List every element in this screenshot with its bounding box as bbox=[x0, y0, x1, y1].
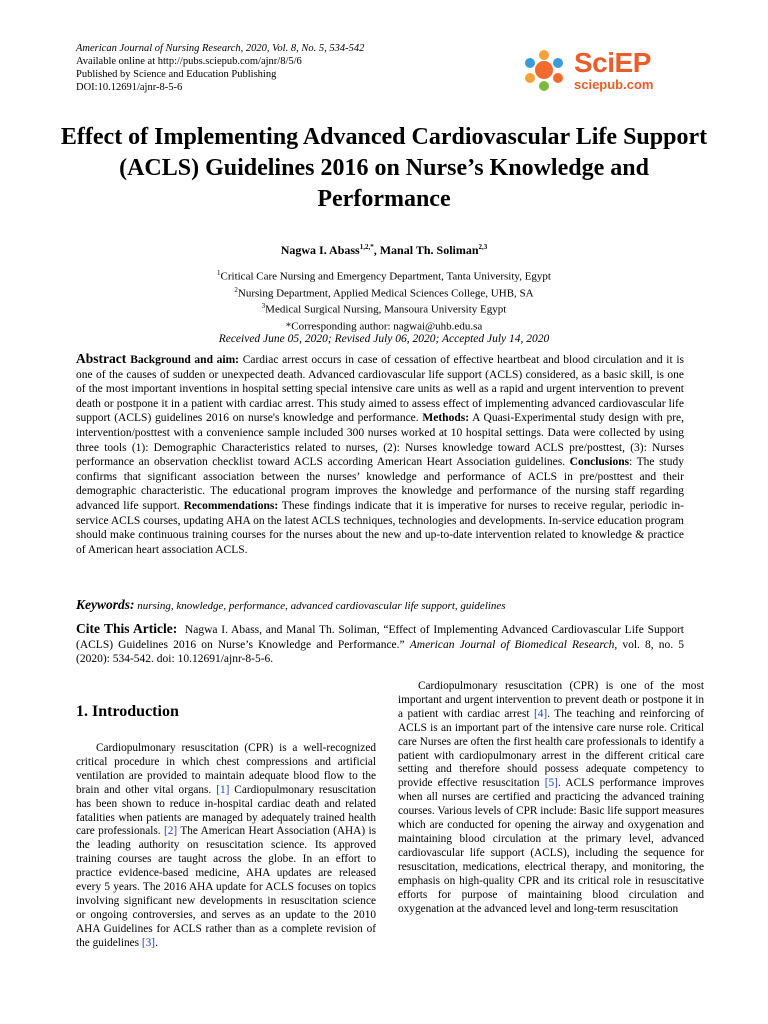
conclusions-text: : The study confirms that significant association between the nurses’ knowledge and performance of ACLS in pre/posttest and their demographic characteristic. The educational program improves the knowledge and performance of the nursing staff regarding advanced life support. bbox=[76, 456, 684, 512]
affiliation-3 bbox=[60, 300, 708, 317]
citation-link-2[interactable]: [2] bbox=[163, 825, 178, 838]
paragraph-text: Cardiopulmonary resuscitation (CPR) is one of the most important and urgent intervention to prevent death or postpone it in a patient with cardiac arrest bbox=[398, 680, 704, 720]
abstract bbox=[76, 352, 684, 557]
journal-line: American Journal of Nursing Research, 2020, Vol. 8, No. 5, 534-542 bbox=[76, 43, 365, 54]
citation-link-4[interactable]: [4] bbox=[534, 707, 548, 720]
affiliation-1 bbox=[60, 267, 708, 284]
paragraph-text: Cardiopulmonary resuscitation has been shown to reduce in-hospital cardiac death and related fatalities when patients are managed by adequately trained health care professionals. bbox=[76, 783, 377, 838]
publisher-line: Published by Science and Education Publishing bbox=[76, 69, 277, 80]
affiliation-2 bbox=[60, 284, 708, 301]
keywords bbox=[76, 598, 684, 613]
paper-title: Effect of Implementing Advanced Cardiovascular Life Support (ACLS) Guidelines 2016 on Nurse’s Knowledge and Performance bbox=[60, 124, 708, 212]
affiliation-text: Medical Surgical Nursing, Mansoura University Egypt bbox=[265, 303, 507, 316]
logo-url: sciepub.com bbox=[574, 77, 654, 92]
author-2: Manal Th. Soliman bbox=[379, 243, 479, 257]
author-separator: , bbox=[373, 243, 380, 257]
author-2-affil: 2,3 bbox=[478, 243, 488, 251]
affiliation-text: Nursing Department, Applied Medical Sciences College, UHB, SA bbox=[237, 287, 534, 300]
background-text: Cardiac arrest occurs in case of cessation of effective heartbeat and blood circulation and it is one of the causes of sudden or unexpected death. Advanced cardiovascular life support (ACLS) considered, as a basic skill, is one of the most important inventions in hospital setting special intensive care units as well as a rapid and urgent intervention to prevent death or postpone it in a patient with cardiac arrest. This study aimed to assess effect of implementing advanced cardiovascular life support (ACLS) guidelines 2016 on nurse's knowledge and performance. bbox=[76, 354, 685, 425]
affiliation-sup: 1 bbox=[217, 269, 221, 277]
cite-text: Nagwa I. Abass, and Manal Th. Soliman, “Effect of Implementing Advanced Cardiovascular Life Support (ACLS) Guidelines 2016 on Nurse’s Knowledge and Performance.” bbox=[76, 624, 684, 651]
left-column-paragraph bbox=[76, 742, 376, 951]
cite-heading: Cite This Article: bbox=[76, 621, 178, 636]
recommendations-text: These findings indicate that it is imperative for nurses to receive regular, periodic in-service ACLS courses, updating AHA on the latest ACLS techniques, technologies and developments. In-service education program should make continuous training courses for the nurses about the new and up-to-date intervention related to knowledge & practice of American heart association ACLS. bbox=[76, 499, 684, 556]
cite-this-article bbox=[76, 622, 684, 667]
citation-link-1[interactable]: [1] bbox=[216, 783, 230, 796]
sciep-logo bbox=[522, 48, 692, 94]
received-dates: Received June 05, 2020; Revised July 06, 2020; Accepted July 14, 2020 bbox=[218, 333, 550, 345]
affiliations bbox=[60, 267, 708, 334]
doi-line: DOI:10.12691/ajnr-8-5-6 bbox=[76, 82, 183, 93]
paragraph-text: . bbox=[155, 936, 158, 949]
section-heading-introduction: 1. Introduction bbox=[76, 703, 179, 720]
paragraph-text: . The teaching and reinforcing of ACLS is an important part of the intensive care nurse role. Critical care Nurses are often the first health care professionals to identify a patient with cardiopulmonary arrest in the different critical care setting and therefore should possess adequate competency to provide effective resuscitation bbox=[398, 707, 704, 790]
methods-text: A Quasi-Experimental study design with pre, intervention/posttest with a convenience sample included 300 nurses worked at 10 hospital settings. Data were collected by using three tools (1): Demographic Characteristics related to nurses, (2): Nurses knowledge toward ACLS pre/posttest, (3): Nurses performance an observation checklist toward ACLS according American Heart Association guidelines. bbox=[76, 412, 684, 469]
right-column-paragraph bbox=[398, 680, 704, 916]
affiliation-text: *Corresponding author: nagwai@uhb.edu.sa bbox=[285, 320, 483, 333]
author-list bbox=[60, 240, 708, 257]
paragraph-text: Cardiopulmonary resuscitation (CPR) is a well-recognized critical procedure in which chest compressions and artificial ventilation are provided to maintain adequate blood flow to the brain and other vital organs. bbox=[76, 742, 376, 796]
keywords-text: nursing, knowledge, performance, advanced cardiovascular life support, guidelines bbox=[134, 600, 506, 612]
cite-text-end: , vol. 8, no. 5 (2020): 534-542. doi: 10.12691/ajnr-8-5-6. bbox=[76, 638, 684, 666]
author-1-affil: 1,2,* bbox=[359, 243, 374, 251]
recommendations-label: Recommendations: bbox=[183, 499, 279, 512]
conclusions-label: Conclusions bbox=[569, 456, 630, 469]
paragraph-text: The American Heart Association (AHA) is the leading authority on resuscitation science. Its approved training courses are taught across the globe. In an effort to practice evidence-based medicine, AHA updates are released every 5 years. The 2016 AHA update for ACLS focuses on topics involving significant new developments in resuscitation science or ongoing controversies, and serves as an update to the 2010 AHA Guidelines for ACLS rather than as a complete revision of the guidelines bbox=[76, 825, 376, 949]
citation-link-5[interactable]: [5] bbox=[544, 777, 558, 790]
sciep-logo-icon bbox=[522, 48, 566, 92]
keywords-heading: Keywords: bbox=[76, 597, 135, 612]
affiliation-sup: 2 bbox=[234, 285, 238, 294]
background-label: Background and aim: bbox=[130, 354, 240, 366]
paragraph-text: . ACLS performance improves when all nurses are certified and practicing the advanced training courses. Various levels of CPR include: Basic life support measures which are conducted for opening the airway and oxygenation and maintaining blood circulation at the primary level, advanced cardiovascular life support (ACLS), including the sequence for resuscitation, medications, electrical therapy, and monitoring, the emphasis on high-quality CPR and its critical role in resuscitative efforts for purpose of maintaining blood circulation and oxygenation at the advanced level and long-term resuscitation bbox=[398, 777, 705, 915]
available-online: Available online at http://pubs.sciepub.com/ajnr/8/5/6 bbox=[76, 56, 302, 67]
methods-label: Methods: bbox=[422, 412, 470, 425]
author-1: Nagwa I. Abass bbox=[280, 243, 360, 257]
cite-journal: American Journal of Biomedical Research bbox=[409, 638, 615, 651]
logo-name: SciEP bbox=[574, 47, 651, 78]
citation-link-3[interactable]: [3] bbox=[141, 936, 156, 949]
affiliation-text: Critical Care Nursing and Emergency Department, Tanta University, Egypt bbox=[220, 270, 551, 283]
journal-meta bbox=[76, 42, 364, 94]
abstract-heading: Abstract bbox=[76, 351, 127, 366]
affiliation-sup: 3 bbox=[261, 302, 266, 311]
